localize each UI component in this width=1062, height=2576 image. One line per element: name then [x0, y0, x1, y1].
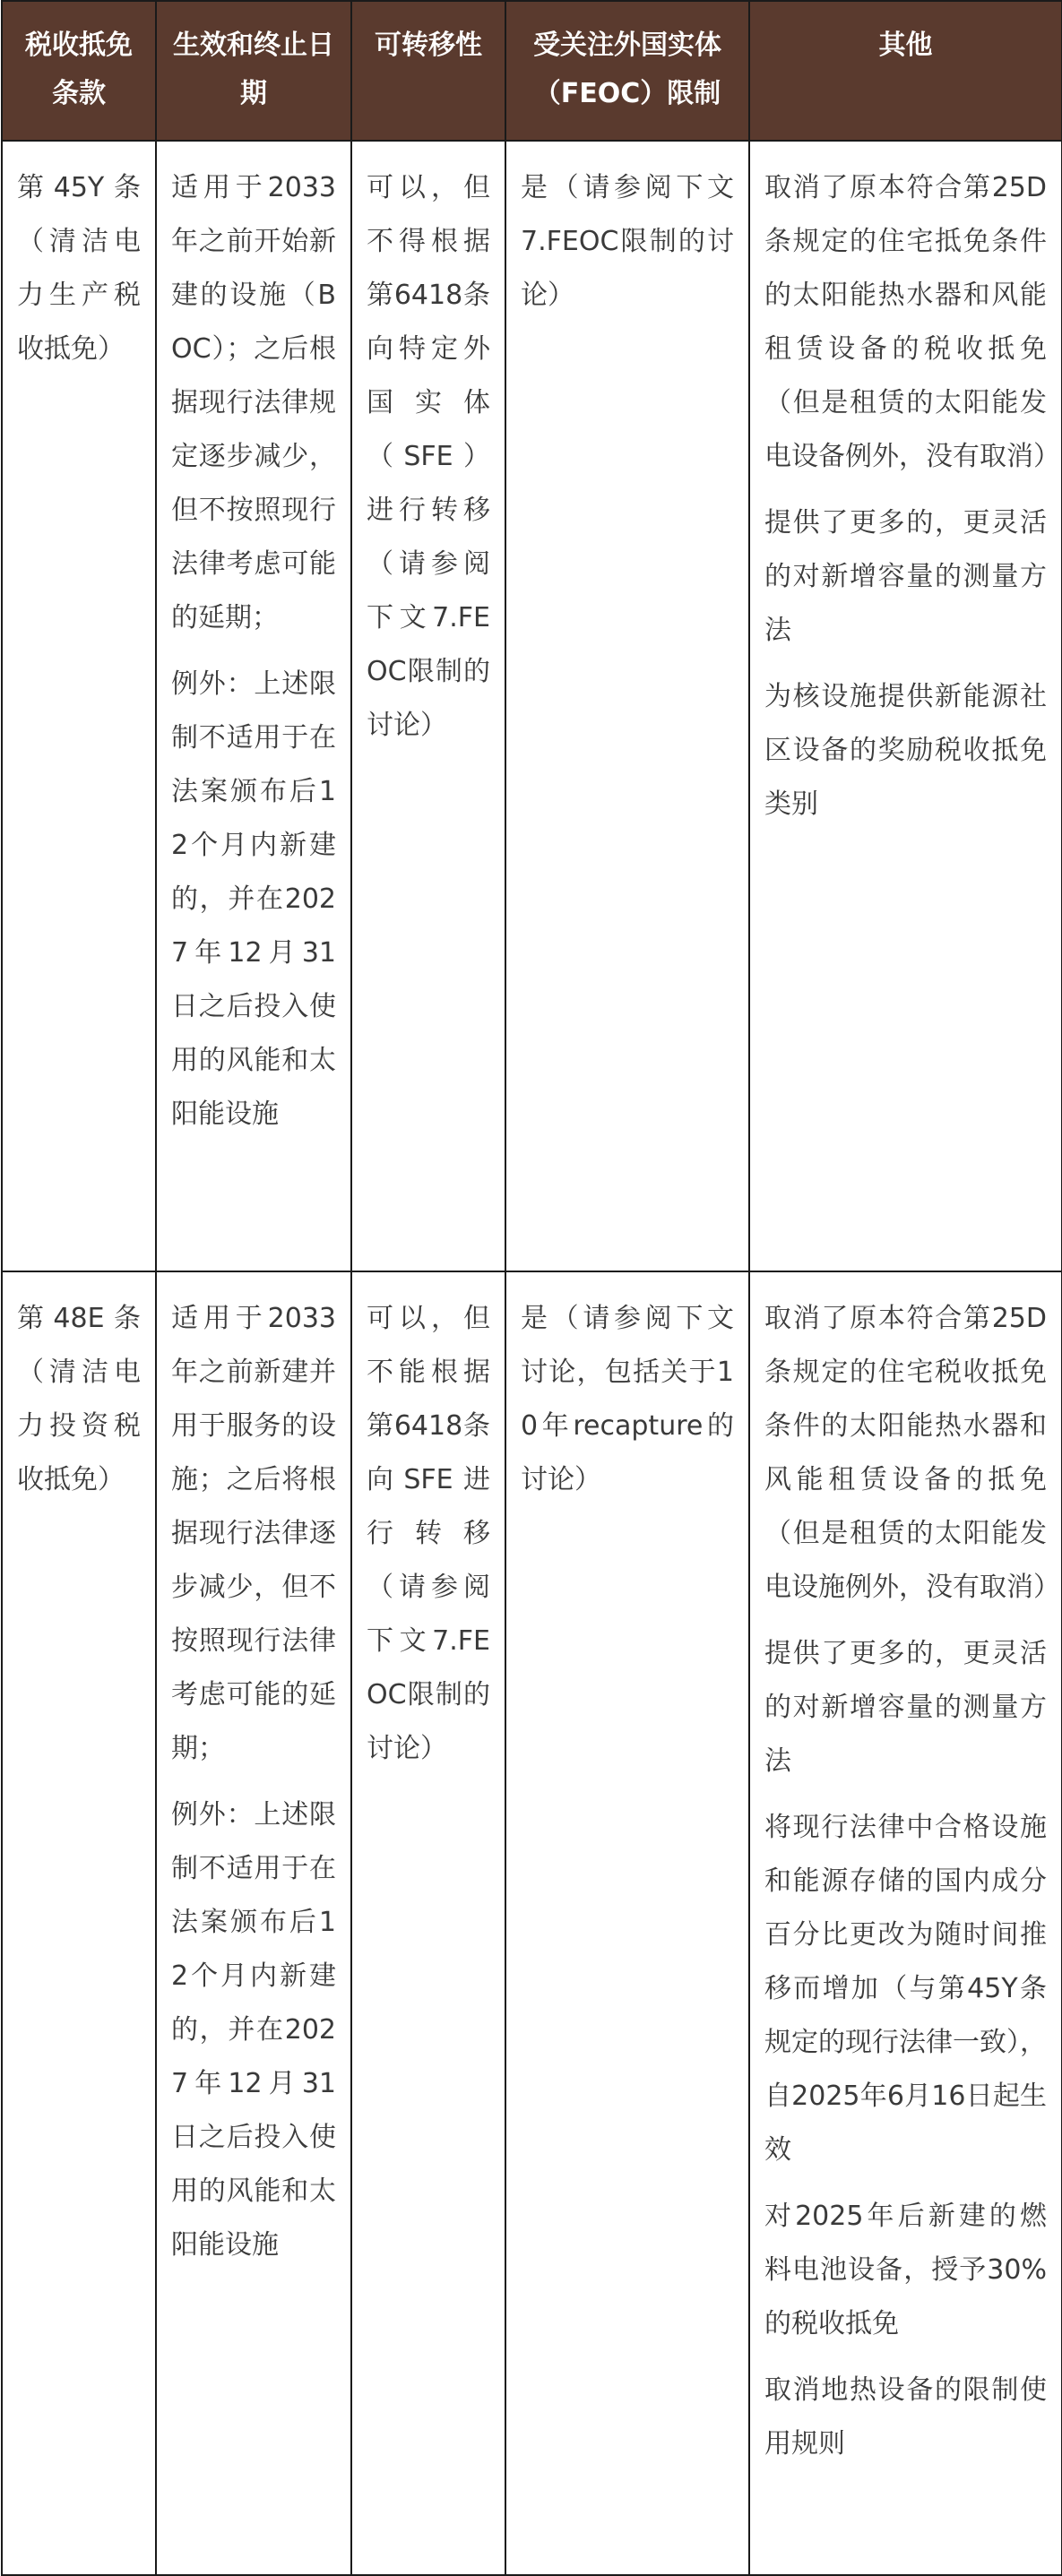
cell-dates — [156, 1271, 351, 2575]
cell-feoc — [505, 141, 749, 1271]
header-other: 其他 — [749, 1, 1062, 141]
tax-credit-table — [1, 0, 1062, 2576]
cell-transferability — [351, 1271, 505, 2575]
dates-exception-paragraph: 例外：上述限制不适用于在法案颁布后12个月内新建的，并在2027年12月31日之后投入使用的风能和太阳能设施 — [171, 668, 336, 1130]
other-paragraph: 提供了更多的，更灵活的对新增容量的测量方法 — [764, 507, 1047, 646]
header-provision: 税收抵免条款 — [2, 1, 156, 141]
cell-other — [749, 141, 1062, 1271]
other-paragraph: 对2025年后新建的燃料电池设备，授予30%的税收抵免 — [764, 2201, 1047, 2339]
other-paragraph: 取消了原本符合第25D条规定的住宅税收抵免条件的太阳能热水器和风能租赁设备的抵免（但是租赁的太阳能发电设施例外，没有取消） — [764, 1303, 1060, 1603]
header-dates: 生效和终止日期 — [156, 1, 351, 141]
other-paragraph: 取消了原本符合第25D条规定的住宅抵免条件的太阳能热水器和风能租赁设备的税收抵免（但是租赁的太阳能发电设备例外，没有取消） — [764, 172, 1060, 472]
cell-other — [749, 1271, 1062, 2575]
other-paragraph: 为核设施提供新能源社区设备的奖励税收抵免类别 — [764, 681, 1047, 820]
other-paragraph: 取消地热设备的限制使用规则 — [764, 2374, 1047, 2460]
cell-transferability — [351, 141, 505, 1271]
feoc-text: 是（请参阅下文讨论，包括关于10年recapture的讨论） — [521, 1303, 734, 1495]
table-row — [2, 141, 1062, 1271]
other-paragraph: 将现行法律中合格设施和能源存储的国内成分百分比更改为随时间推移而增加（与第45Y条规定的现行法律一致），自2025年6月16日起生效 — [764, 1812, 1047, 2166]
transferability-text: 可以，但不能根据第6418条向SFE进行转移（请参阅下文7.FEOC限制的讨论） — [367, 1303, 490, 1764]
provision-text: 第45Y条（清洁电力生产税收抵免） — [17, 172, 141, 365]
dates-paragraph: 适用于2033年之前新建并用于服务的设施；之后将根据现行法律逐步减少，但不按照现行法律考虑可能的延期； — [171, 1303, 336, 1764]
header-row — [2, 1, 1062, 141]
cell-feoc — [505, 1271, 749, 2575]
table-header — [2, 1, 1062, 141]
dates-exception-paragraph: 例外：上述限制不适用于在法案颁布后12个月内新建的，并在2027年12月31日之后投入使用的风能和太阳能设施 — [171, 1799, 336, 2261]
cell-provision — [2, 141, 156, 1271]
header-feoc: 受关注外国实体（FEOC）限制 — [505, 1, 749, 141]
transferability-text: 可以，但不得根据第6418条向特定外国实体（SFE）进行转移（请参阅下文7.FEOC限制的讨论） — [367, 172, 490, 741]
cell-dates — [156, 141, 351, 1271]
table-row — [2, 1271, 1062, 2575]
other-paragraph: 提供了更多的，更灵活的对新增容量的测量方法 — [764, 1638, 1047, 1777]
dates-paragraph: 适用于2033年之前开始新建的设施（BOC）；之后根据现行法律规定逐步减少，但不按照现行法律考虑可能的延期； — [171, 172, 336, 633]
cell-provision — [2, 1271, 156, 2575]
header-transferability: 可转移性 — [351, 1, 505, 141]
feoc-text: 是（请参阅下文7.FEOC限制的讨论） — [521, 172, 734, 311]
provision-text: 第48E条（清洁电力投资税收抵免） — [17, 1303, 141, 1495]
